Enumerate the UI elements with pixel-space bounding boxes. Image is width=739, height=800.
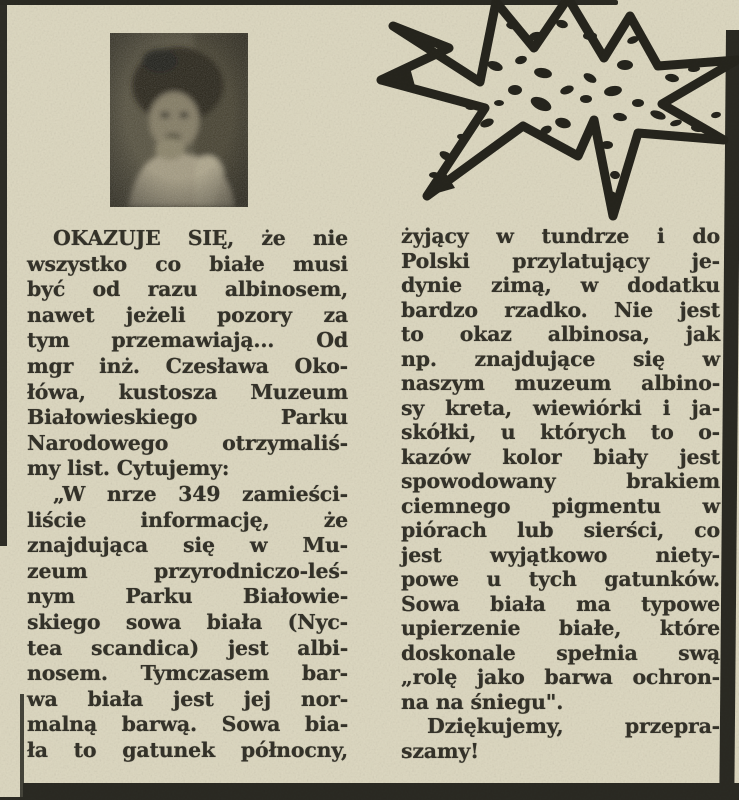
text-line: skiego sowa biała (Nyc- xyxy=(27,609,348,634)
text-line: doskonale spełnia swą xyxy=(401,640,720,665)
text-line: zeum przyrodniczo-leś- xyxy=(27,558,348,583)
text-line: nosem. Tymczasem bar- xyxy=(27,661,348,686)
text-line: łówa, kustosza Muzeum xyxy=(27,379,348,404)
text-line: żyjący w tundrze i do xyxy=(401,224,720,248)
text-line: bardzo rzadko. Nie jest xyxy=(401,297,720,322)
text-line: wszystko co białe musi xyxy=(27,251,348,276)
text-line: jest wyjątkowo niety- xyxy=(401,542,720,567)
text-line: nym Parku Białowie- xyxy=(27,584,348,609)
star-illustration xyxy=(375,0,739,226)
text-line: „rolę jako barwa ochron- xyxy=(401,665,720,689)
text-line: Białowieskiego Parku xyxy=(27,405,348,430)
text-line: „W nrze 349 zamieści- xyxy=(53,481,348,506)
text-line: to okaz albinosa, jak xyxy=(401,322,720,346)
text-line: Narodowego otrzymaliś- xyxy=(27,430,348,455)
text-line: być od razu albinosem, xyxy=(27,277,348,302)
text-line: dynie zimą, w dodatku xyxy=(401,273,720,297)
text-line: skółki, u których to o- xyxy=(401,420,720,444)
text-line: upierzenie białe, które xyxy=(401,616,720,640)
text-line: piórach lub sierści, co xyxy=(401,518,720,542)
left-edge-mark xyxy=(20,694,24,800)
text-line: Dziękujemy, przepra- xyxy=(427,714,720,738)
text-line: spowodowany brakiem xyxy=(401,469,720,493)
text-line: sy kreta, wiewiórki i ja- xyxy=(401,395,720,420)
text-line: wa biała jest jej nor- xyxy=(27,686,348,711)
text-line: powe u tych gatunków. xyxy=(401,567,720,591)
text-line: szamy! xyxy=(401,738,479,763)
text-line: Polski przylatujący je- xyxy=(401,248,720,273)
text-line: np. znajdujące się w xyxy=(401,346,720,371)
text-line: znajdująca się w Mu- xyxy=(27,533,348,558)
text-line: tym przemawiają... Od xyxy=(27,328,348,353)
text-line: tea scandica) jest albi- xyxy=(27,635,348,660)
text-line: ła to gatunek północny, xyxy=(27,737,348,762)
text-line: liście informację, że xyxy=(27,507,348,532)
text-line: naszym muzeum albino- xyxy=(401,371,720,395)
text-line: nawet jeżeli pozory za xyxy=(27,302,348,327)
text-line: kazów kolor biały jest xyxy=(401,444,720,469)
text-line: malną barwą. Sowa bia- xyxy=(27,712,348,737)
text-line: ciemnego pigmentu w xyxy=(401,493,720,518)
bottom-rule xyxy=(23,783,739,798)
article-column-right xyxy=(401,224,720,763)
text-line: Sowa biała ma typowe xyxy=(401,591,720,616)
column-divider xyxy=(0,0,7,546)
text-line: my list. Cytujemy: xyxy=(27,456,230,481)
text-line: na na śniegu". xyxy=(401,689,564,714)
text-line: mgr inż. Czesława Oko- xyxy=(27,353,348,378)
text-line: OKAZUJE SIĘ, że nie xyxy=(53,226,348,250)
portrait-photo xyxy=(110,33,248,207)
article-column-left xyxy=(27,226,348,763)
